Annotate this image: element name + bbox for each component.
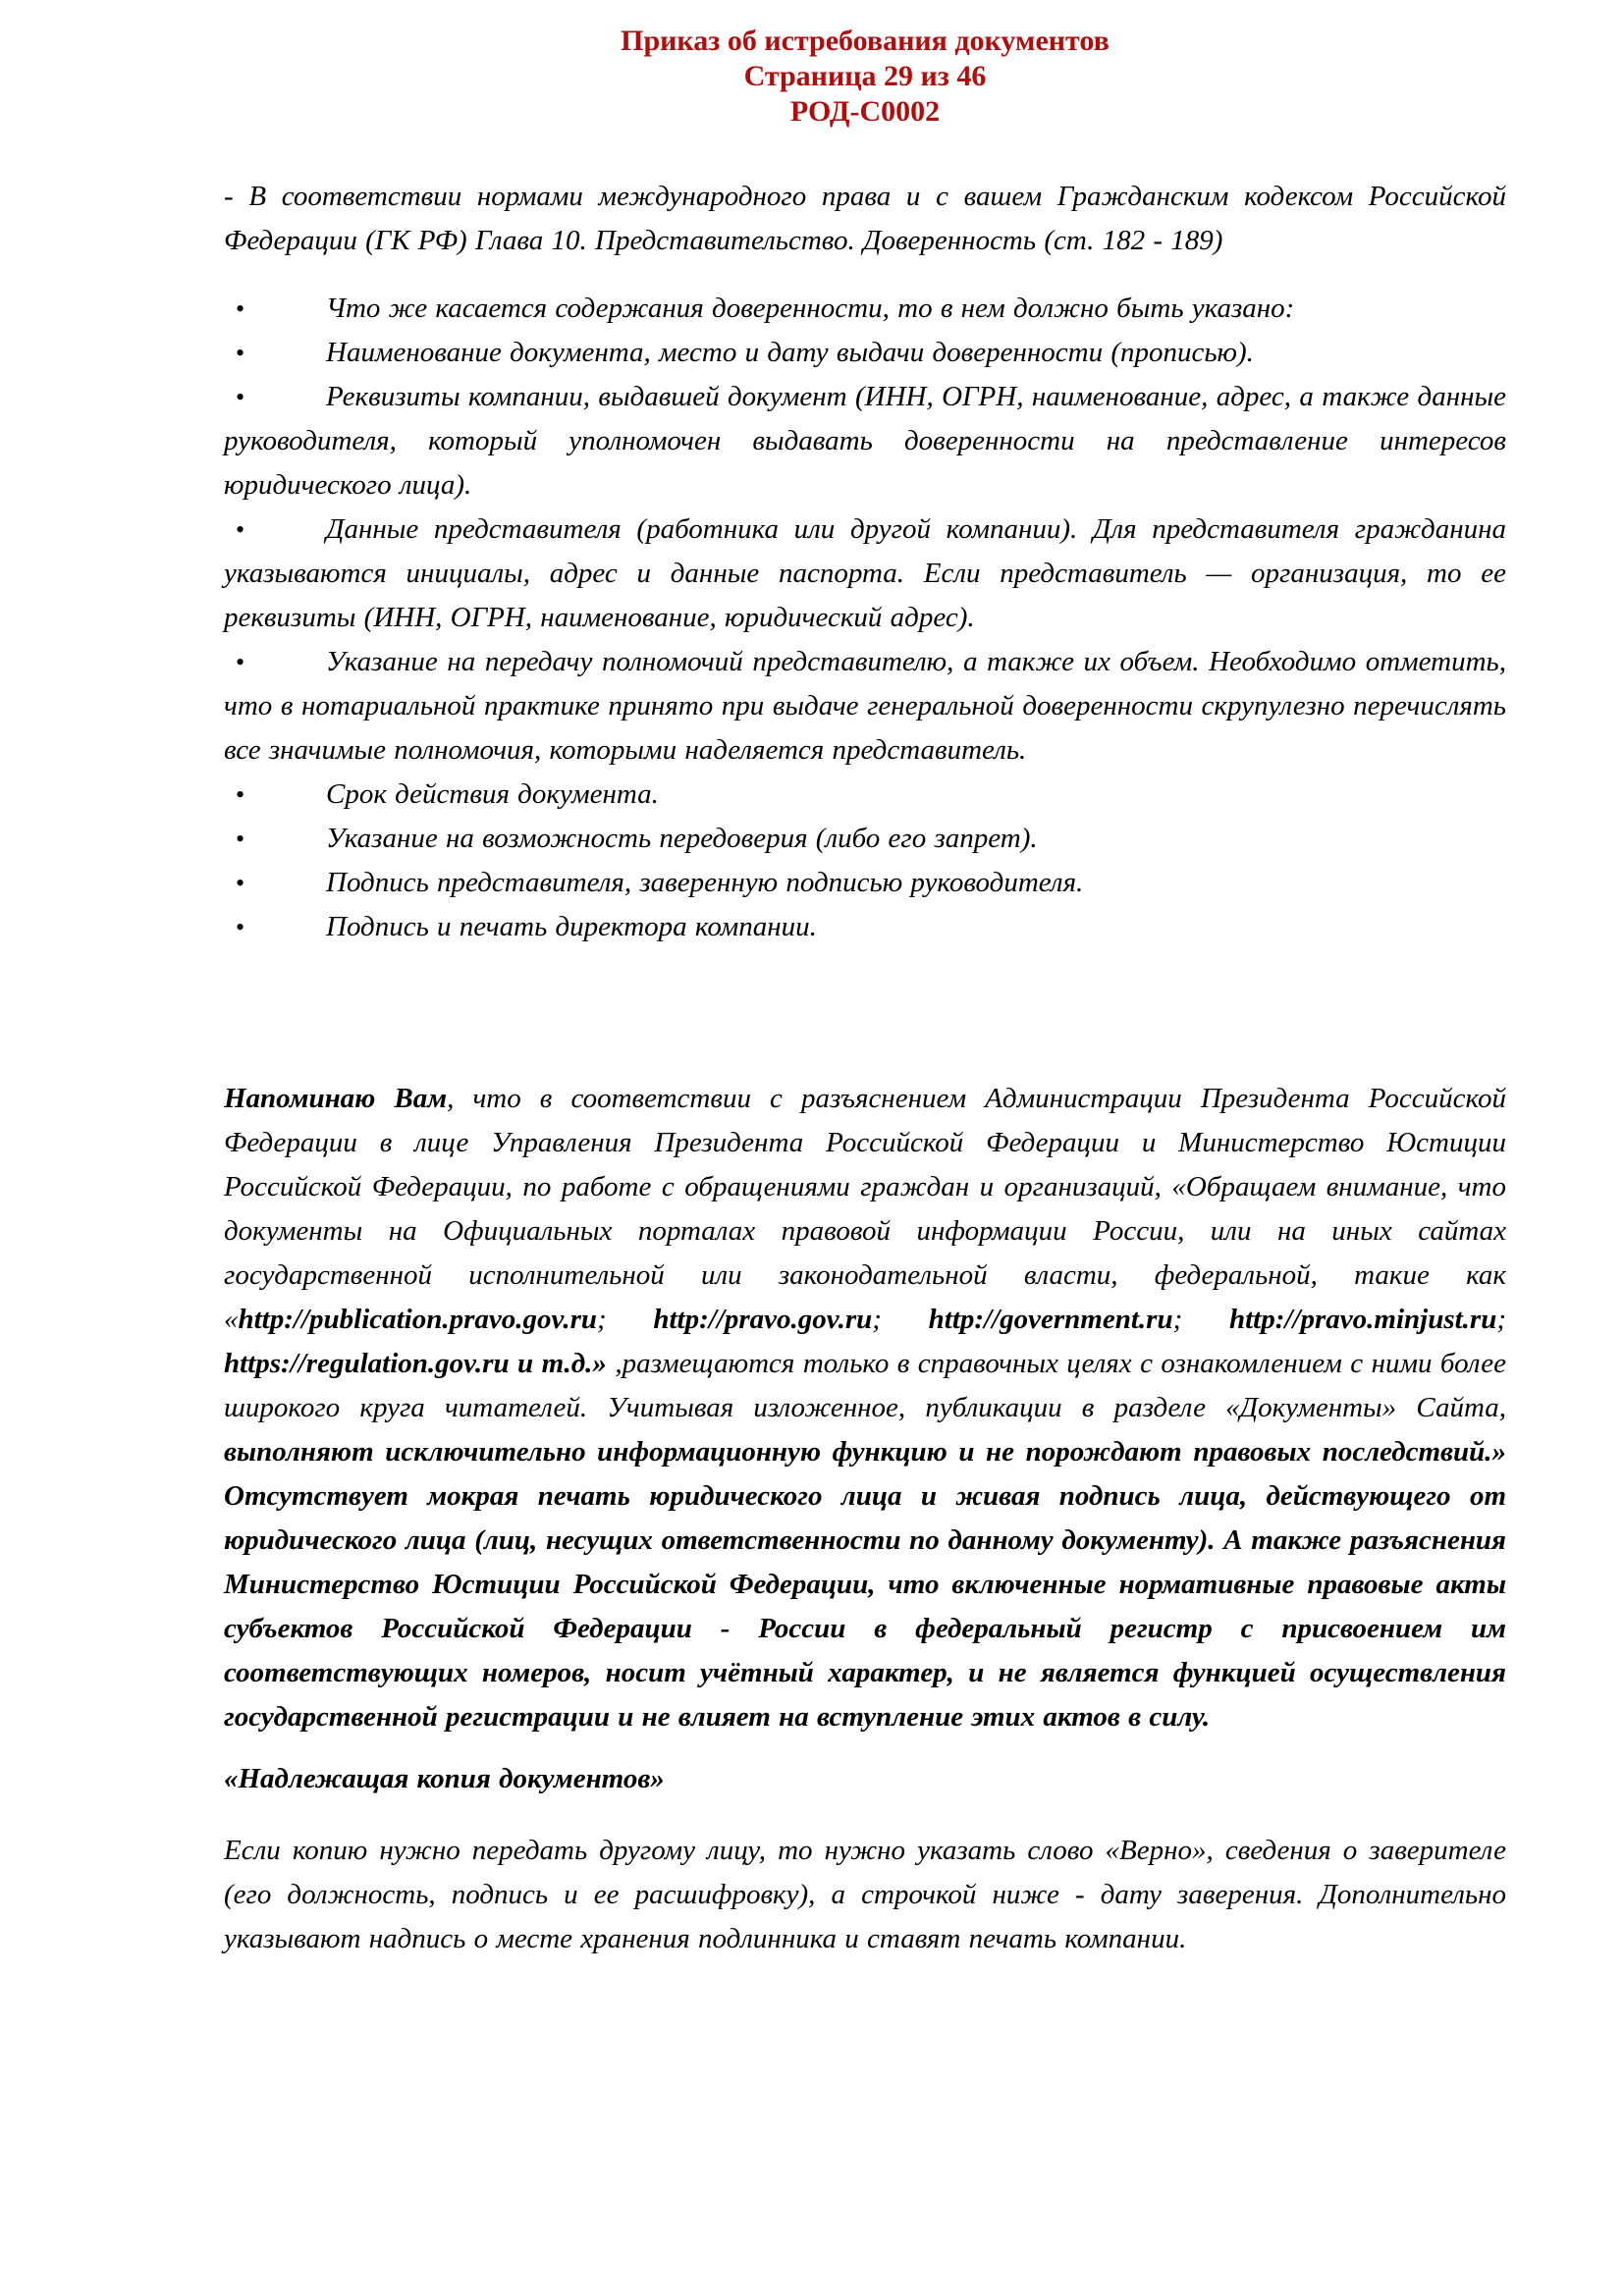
doc-code: РОД-С0002: [789, 95, 941, 128]
text-segment: ;: [1172, 1304, 1229, 1335]
reminder-paragraph: [224, 1077, 1506, 1739]
list-item-text: Наименование документа, место и дату выдачи доверенности (прописью).: [326, 337, 1254, 368]
bullet-icon: •: [236, 339, 245, 367]
text-segment: ;: [1496, 1304, 1506, 1335]
bullet-icon: •: [236, 869, 245, 897]
text-segment: ;: [872, 1304, 929, 1335]
bullet-icon: •: [236, 648, 245, 676]
list-item-text: Подпись представителя, заверенную подписью руководителя.: [326, 867, 1084, 898]
text-segment: Напоминаю Вам: [224, 1083, 448, 1114]
list-item: [224, 905, 1506, 949]
text-segment: https://regulation.gov.ru и т.д.»: [224, 1348, 607, 1379]
page-indicator: Страница 29 из 46: [743, 60, 987, 92]
list-item-text: Реквизиты компании, выдавшей документ (ИНН, ОГРН, наименование, адрес, а также данные руководителя, который уполномочен выдавать доверенности на представление интересов юридического лица).: [224, 381, 1506, 501]
list-item-text: Указание на передачу полномочий представителю, а также их объем. Необходимо отметить, что в нотариальной практике принято при выдаче генеральной доверенности скрупулезно перечислять все значимые полномочия, которыми наделяется представитель.: [224, 646, 1506, 766]
doc-title: Приказ об истребования документов: [621, 25, 1110, 57]
bullet-icon: •: [236, 825, 245, 853]
list-item: [224, 331, 1506, 375]
list-item-text: Срок действия документа.: [326, 778, 659, 810]
text-segment: ,размещаются только в справочных целях с ознакомлением с ними более широкого круга читателей. Учитывая изложенное, публикации в разделе «Документы» Сайта,: [224, 1348, 1506, 1423]
intro-paragraph: - В соответствии нормами международного права и с вашем Гражданским кодексом Российской Федерации (ГК РФ) Глава 10. Представительство. Доверенность (ст. 182 - 189): [224, 181, 1506, 256]
bullet-icon: •: [236, 913, 245, 941]
list-item: [224, 817, 1506, 861]
list-item: [224, 640, 1506, 773]
list-item-text: Данные представителя (работника или другой компании). Для представителя гражданина указываются инициалы, адрес и данные паспорта. Если представитель — организация, то ее реквизиты (ИНН, ОГРН, наименование, юридический адрес).: [224, 513, 1506, 633]
list-item: [224, 375, 1506, 507]
list-item: [224, 861, 1506, 905]
section-subheading: «Надлежащая копия документов»: [224, 1763, 665, 1794]
bullet-list: [224, 287, 1506, 949]
list-item-text: Подпись и печать директора компании.: [326, 911, 817, 942]
bullet-icon: •: [236, 515, 245, 544]
text-segment: http://pravo.gov.ru: [653, 1304, 873, 1335]
list-item: [224, 507, 1506, 640]
list-item: [224, 773, 1506, 817]
text-segment: http://pravo.minjust.ru: [1228, 1304, 1497, 1335]
text-segment: выполняют исключительно информационную функцию и не порождают правовых последствий.» Отсутствует мокрая печать юридического лица и живая подпись лица, действующего от юридического лица (лиц, несущих ответственности по данному документу). А также разъяснения Министерство Юстиции Российской Федерации, что включенные нормативные правовые акты субъектов Российской Федерации - России в федеральный регистр с присвоением им соответствующих номеров, носит учётный характер, и не является функцией осуществления государственной регистрации и не влияет на вступление этих актов в силу.: [224, 1436, 1506, 1733]
list-item: [224, 287, 1506, 331]
closing-paragraph: Если копию нужно передать другому лицу, то нужно указать слово «Верно», сведения о заверителе (его должность, подпись и ее расшифровку), а строчкой ниже - дату заверения. Дополнительно указывают надпись о месте хранения подлинника и ставят печать компании.: [224, 1835, 1506, 1954]
bullet-icon: •: [236, 294, 245, 323]
bullet-icon: •: [236, 383, 245, 411]
bullet-icon: •: [236, 780, 245, 809]
list-item-text: Что же касается содержания доверенности, то в нем должно быть указано:: [326, 293, 1295, 324]
text-segment: , что в соответствии с разъяснением Администрации Президента Российской Федерации в лице Управления Президента Российской Федерации и Министерство Юстиции Российской Федерации, по работе с обращениями граждан и организаций, «Обращаем внимание, что документы на Официальных порталах правовой информации России, или на иных сайтах государственной исполнительной или законодательной власти, федеральной, такие как «: [224, 1083, 1506, 1335]
text-segment: ;: [597, 1304, 654, 1335]
list-item-text: Указание на возможность передоверия (либо его запрет).: [326, 823, 1038, 854]
doc-header: [224, 24, 1506, 130]
text-segment: http://publication.pravo.gov.ru: [238, 1304, 597, 1335]
text-segment: http://government.ru: [928, 1304, 1173, 1335]
